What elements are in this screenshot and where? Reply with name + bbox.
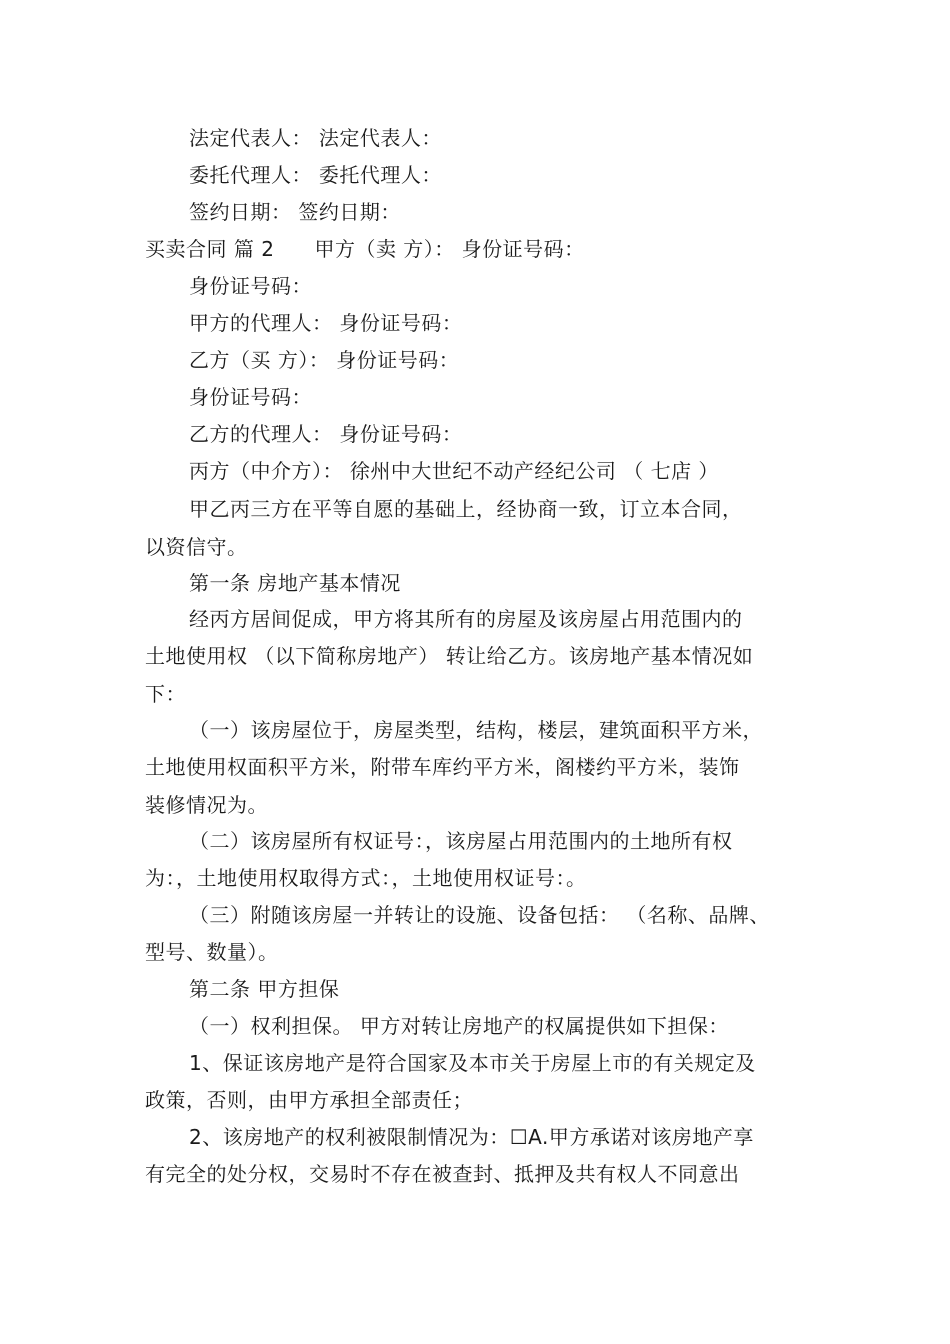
party-b-agent-line: 乙方的代理人： 身份证号码： <box>189 422 463 446</box>
agent-line: 委托代理人： 委托代理人： <box>189 163 442 187</box>
article-2-heading: 第二条 甲方担保 <box>189 977 340 1001</box>
article-1-para-line-2: 土地使用权 （以下简称房地产） 转让给乙方。该房地产基本情况如 <box>145 644 754 668</box>
clause-2-line-1: （二）该房屋所有权证号：，该房屋占用范围内的土地所有权 <box>189 829 733 853</box>
party-b-id-line: 身份证号码： <box>189 385 312 409</box>
article-1-para-line-3: 下： <box>145 682 186 706</box>
article-2-item-1-line-1: 1、保证该房地产是符合国家及本市关于房屋上市的有关规定及 <box>189 1051 756 1075</box>
sign-date-line: 签约日期： 签约日期： <box>189 200 401 224</box>
article-2-item-2-line-2: 有完全的处分权，交易时不存在被查封、抵押及共有权人不同意出 <box>145 1162 740 1186</box>
party-a-id-line: 身份证号码： <box>189 274 312 298</box>
contract-heading-line <box>145 237 585 261</box>
party-a-line: 甲方（卖 方）： 身份证号码： <box>314 237 585 261</box>
party-a-agent-line: 甲方的代理人： 身份证号码： <box>189 311 463 335</box>
clause-1-line-3: 装修情况为。 <box>145 793 268 817</box>
article-2-clause-1: （一）权利担保。 甲方对转让房地产的权属提供如下担保： <box>189 1014 729 1038</box>
party-b-line: 乙方（买 方）： 身份证号码： <box>189 348 460 372</box>
contract-section-heading: 买卖合同 篇 2 <box>145 237 275 261</box>
party-c-line: 丙方（中介方）： 徐州中大世纪不动产经纪公司 （ 七店 ） <box>189 459 719 483</box>
agreement-para-line-1: 甲乙丙三方在平等自愿的基础上，经协商一致，订立本合同， <box>189 497 743 521</box>
clause-3-line-1: （三）附随该房屋一并转让的设施、设备包括： （名称、品牌、 <box>189 903 770 927</box>
agreement-para-line-2: 以资信守。 <box>145 535 248 559</box>
article-2-item-1-line-2: 政策，否则，由甲方承担全部责任； <box>145 1088 473 1112</box>
clause-3-line-2: 型号、数量）。 <box>145 940 279 964</box>
article-1-para-line-1: 经丙方居间促成，甲方将其所有的房屋及该房屋占用范围内的 <box>189 607 743 631</box>
article-2-item-2-line-1: 2、该房地产的权利被限制情况为：☐A.甲方承诺对该房地产享 <box>189 1125 754 1149</box>
clause-2-line-2: 为：，土地使用权取得方式：，土地使用权证号：。 <box>145 866 587 890</box>
legal-rep-line: 法定代表人： 法定代表人： <box>189 126 442 150</box>
clause-1-line-1: （一）该房屋位于，房屋类型，结构，楼层，建筑面积平方米， <box>189 718 763 742</box>
article-1-heading: 第一条 房地产基本情况 <box>189 571 401 595</box>
clause-1-line-2: 土地使用权面积平方米，附带车库约平方米，阁楼约平方米，装饰 <box>145 755 740 779</box>
